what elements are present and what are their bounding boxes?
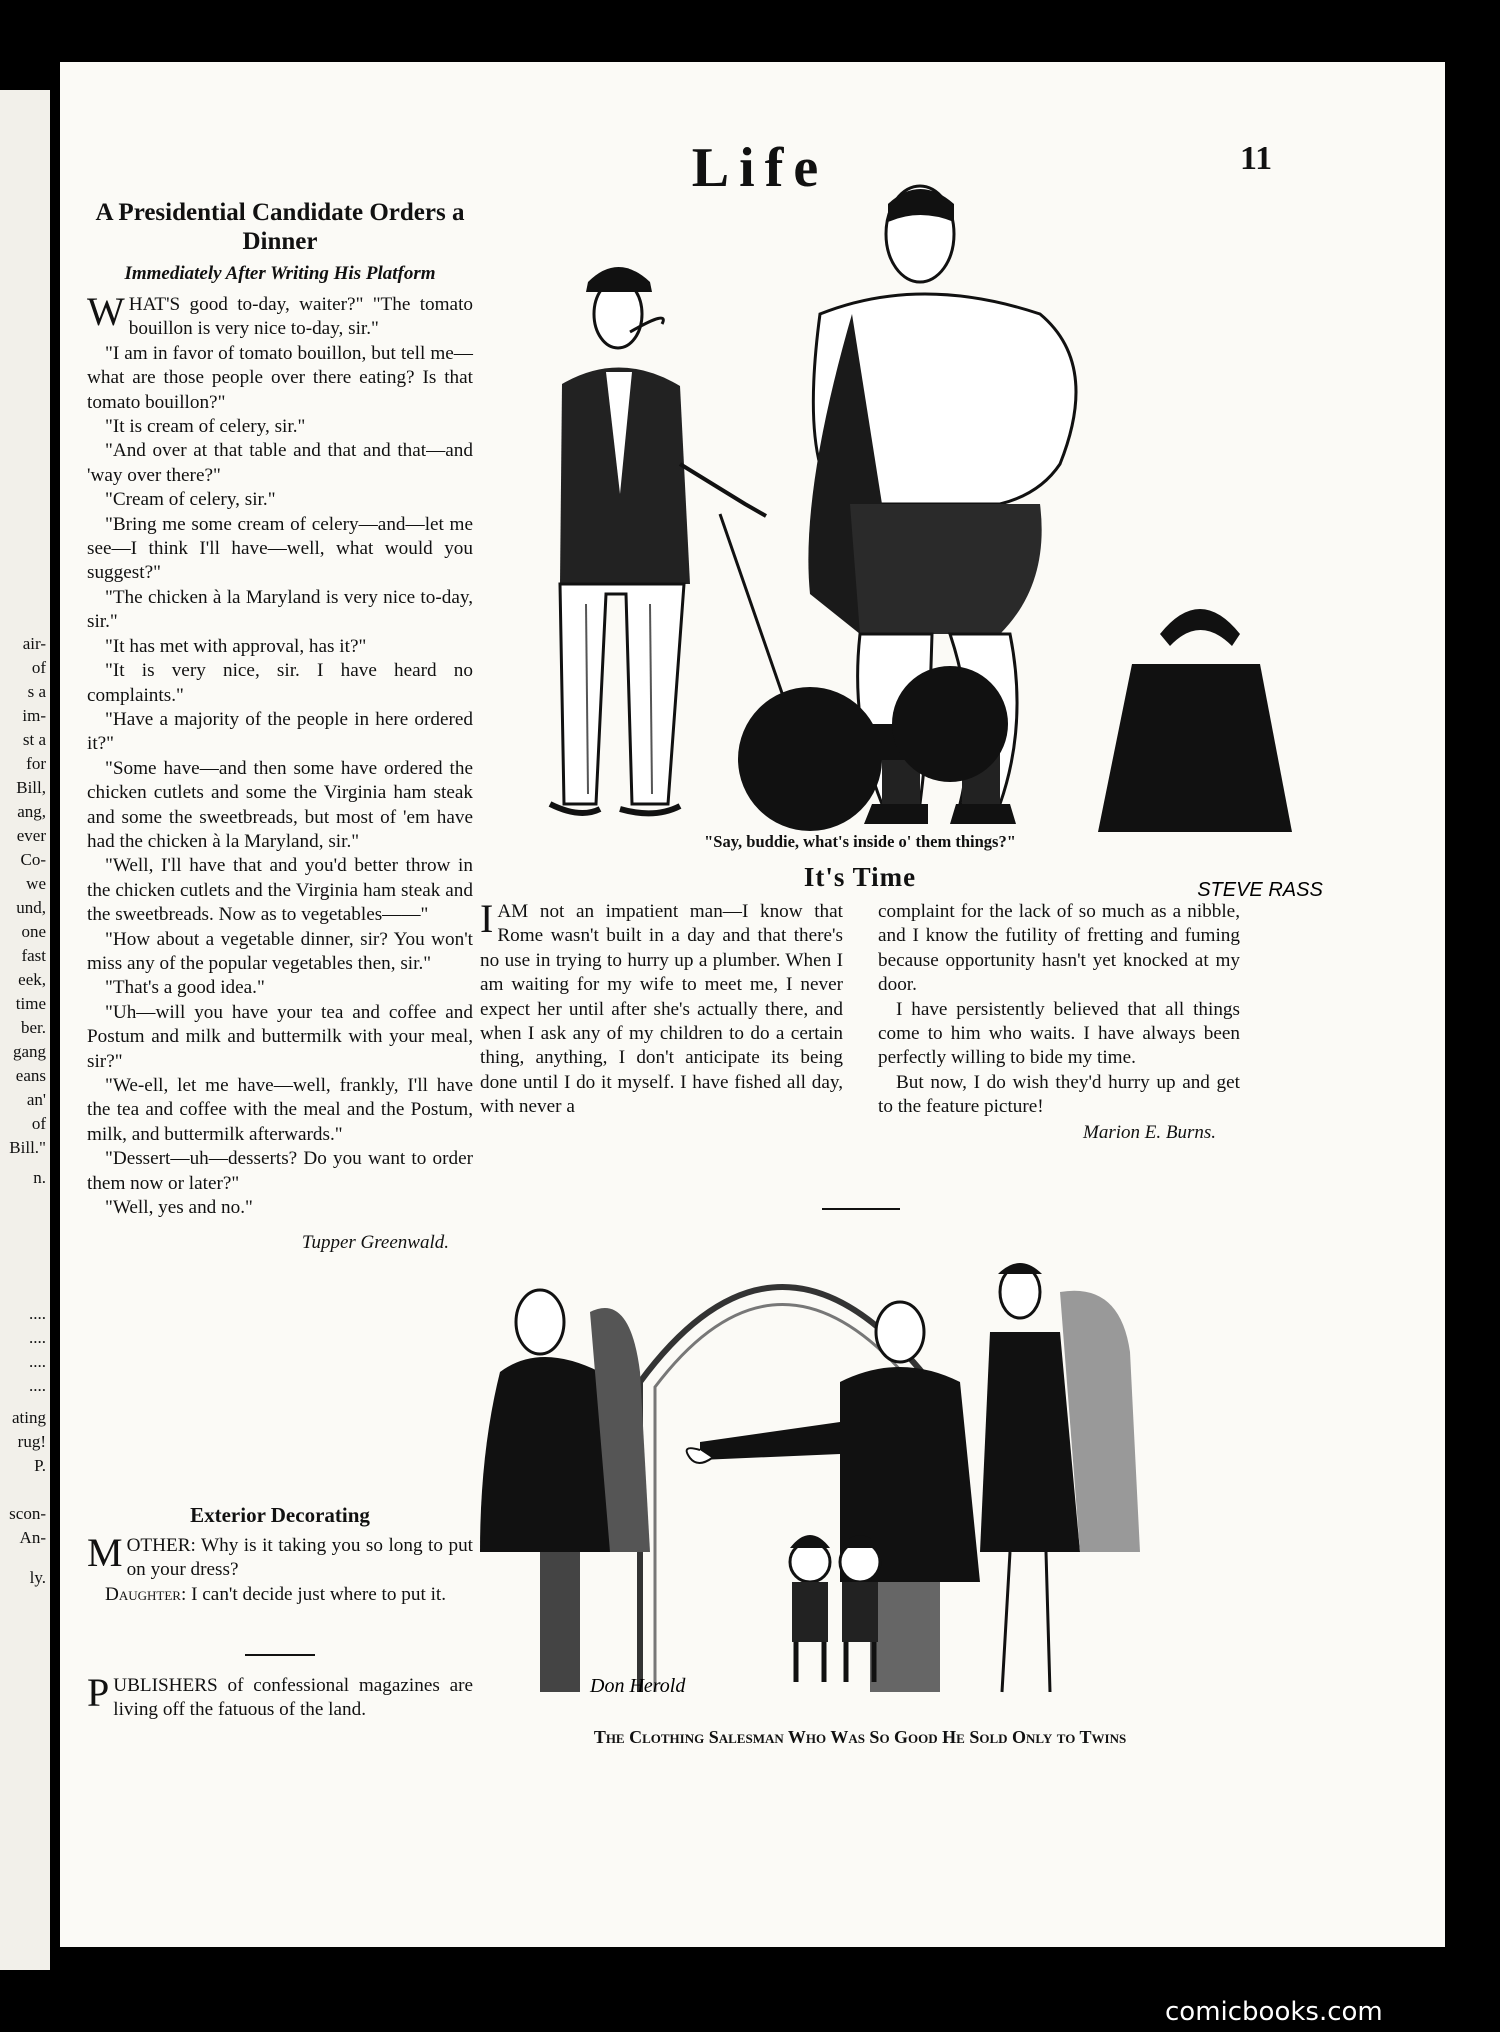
article-paragraph: "Well, I'll have that and you'd better throw in the chicken cutlets and the Virginia ham steak and the sweetbreads. Now as to vegetables——" [87, 855, 473, 926]
article-paragraph: "Cream of celery, sir." [105, 489, 276, 511]
prev-page-fragment: im- [22, 706, 46, 725]
woman-figure [980, 1263, 1140, 1692]
exterior-line1: MOTHER: Why is it taking you so long to put on your dress? [87, 1530, 473, 1581]
prev-page-fragment: Bill." [9, 1138, 46, 1157]
article-paragraph: "Bring me some cream of celery—and—let me see—I think I'll have—well, what would you suggest?" [87, 513, 473, 584]
prev-page-fragment: eek, [18, 970, 46, 989]
article-paragraph: "And over at that table and that and that—and 'way over there?" [87, 440, 473, 486]
prev-page-fragment: n. [33, 1168, 46, 1187]
article-paragraph: "Well, yes and no." [105, 1197, 253, 1219]
article-paragraph: "How about a vegetable dinner, sir? You won't miss any of the popular vegetables then, sir." [87, 928, 473, 974]
site-brand: comicbooks.com [1165, 1997, 1383, 2027]
article-paragraph: "Uh—will you have your tea and coffee and Postum and milk and buttermilk with your meal, sir?" [87, 1001, 473, 1072]
article-paragraph: "Dessert—uh—desserts? Do you want to order them now or later?" [87, 1148, 473, 1194]
salesman-cartoon [480, 1222, 1280, 1702]
exterior-line2: Daughter: I can't decide just where to put it. [105, 1583, 447, 1605]
prev-page-fragment: .... [29, 1304, 46, 1323]
prev-page-fragment: ever [16, 826, 46, 845]
publishers-note: PUBLISHERS of confessional magazines are living off the fatuous of the land. [87, 1670, 473, 1721]
article-subtitle: Immediately After Writing His Platform [124, 263, 436, 284]
prev-page-fragment: we [26, 874, 46, 893]
article-paragraph: "Have a majority of the people in here ordered it?" [87, 708, 473, 755]
drop-cap: W [87, 289, 125, 334]
prev-page-fragment: of [31, 1114, 46, 1133]
exterior-title: Exterior Decorating [190, 1503, 370, 1527]
article-signature: Tupper Greenwald. [301, 1232, 449, 1254]
prev-page-fragment: ating [12, 1408, 46, 1427]
prev-page-fragment: P. [34, 1456, 46, 1475]
prev-page-fragment: s a [27, 682, 46, 701]
its-time-col1: IAM not an impatient man—I know that Rome wasn't built in a day and that there's no use in trying to hurry up a plumber. When I am waiting for my wife to meet me, I never expect her until after she's actually there, and when I ask any of my children to do a certain thing, anything, I don't anticipate its being done until I do it myself. I have fished all day, with never a [480, 896, 843, 1118]
prev-page-fragment: eans [15, 1066, 46, 1085]
prev-page-fragment: rug! [17, 1432, 46, 1451]
its-time-signature: Marion E. Burns. [1083, 1121, 1216, 1143]
article-paragraph: "I am in favor of tomato bouillon, but tell me—what are those people over there eating? Is that tomato bouillon?" [87, 342, 473, 413]
prev-page-fragment: time [15, 994, 46, 1013]
article-paragraph: "Some have—and then some have ordered the chicken cutlets and some the Virginia ham steak and some the sweetbreads, but most of 'em have had the chicken à la Maryland, sir." [87, 757, 473, 852]
first-paragraph: WHAT'S good to-day, waiter?" "The tomato bouillon is very nice to-day, sir." [87, 289, 473, 340]
prev-page-fragment: for [26, 754, 46, 773]
divider [245, 1654, 315, 1656]
cartoon1-signature: STEVE RASS [1197, 879, 1323, 901]
page-number: 11 [1240, 140, 1273, 177]
exterior-decorating [87, 1502, 473, 1607]
previous-page-edge [0, 90, 50, 1970]
left-man-figure [480, 1290, 650, 1692]
prev-page-fragment: ber. [20, 1018, 46, 1037]
prev-page-fragment: an' [26, 1090, 46, 1109]
prev-page-fragment: air- [22, 634, 46, 653]
divider [822, 1208, 900, 1210]
prev-page-fragment: und, [16, 898, 46, 917]
prev-page-fragment: .... [29, 1352, 46, 1371]
masthead-title: Life [691, 137, 829, 199]
article-paragraph: "It is very nice, sir. I have heard no complaints." [87, 660, 473, 706]
prev-page-fragment: one [21, 922, 46, 941]
twins-figures [790, 1535, 880, 1682]
cartoon1-caption: "Say, buddie, what's inside o' them things?" [704, 832, 1016, 851]
article-paragraph: "It is cream of celery, sir." [105, 416, 306, 438]
article-paragraph: "That's a good idea." [105, 977, 265, 999]
prev-page-fragment: of [31, 658, 46, 677]
article-paragraph: "The chicken à la Maryland is very nice to-day, sir." [87, 586, 473, 633]
prev-page-fragment: gang [12, 1042, 46, 1061]
prev-page-fragment: An- [19, 1528, 46, 1547]
prev-page-fragment: .... [29, 1328, 46, 1347]
article-paragraph: "We-ell, let me have—well, frankly, I'll have the tea and coffee with the meal and the Postum, milk, and buttermilk afterwards." [87, 1075, 473, 1145]
its-time-title: It's Time [803, 862, 917, 892]
cartoon2-caption: The Clothing Salesman Who Was So Good He Sold Only to Twins [593, 1727, 1127, 1747]
its-time-col2: complaint for the lack of so much as a nibble, and I know the futility of fretting and fuming because opportunity hasn't yet knocked at my door. I have persistently believed that all things come to him who waits. I have always been perfectly willing to bide my time. But now, I do wish they'd hurry up and get to the feature picture! Marion E. Burns. [878, 901, 1240, 1143]
prev-page-fragment: st a [22, 730, 46, 749]
prev-page-fragment: ly. [29, 1568, 46, 1587]
presidential-article [87, 198, 473, 1254]
cartoon2-signature: Don Herold [590, 1675, 686, 1697]
kettlebell-icon [1098, 609, 1292, 832]
salesman-figure [687, 1302, 980, 1692]
prev-page-fragment: scon- [9, 1504, 46, 1523]
its-time-drop-cap: I [480, 896, 494, 941]
prev-page-fragment: Bill, [16, 778, 46, 797]
prev-page-fragment: ang, [17, 802, 46, 821]
prev-page-fragment: Co- [20, 850, 46, 869]
article-paragraph: "It has met with approval, has it?" [105, 635, 367, 657]
article-title: A Presidential Candidate Orders a Dinner [95, 199, 465, 255]
magazine-page [60, 62, 1445, 1947]
article-body [87, 342, 473, 1221]
prev-page-fragment: .... [29, 1376, 46, 1395]
prev-page-fragment: fast [21, 946, 46, 965]
